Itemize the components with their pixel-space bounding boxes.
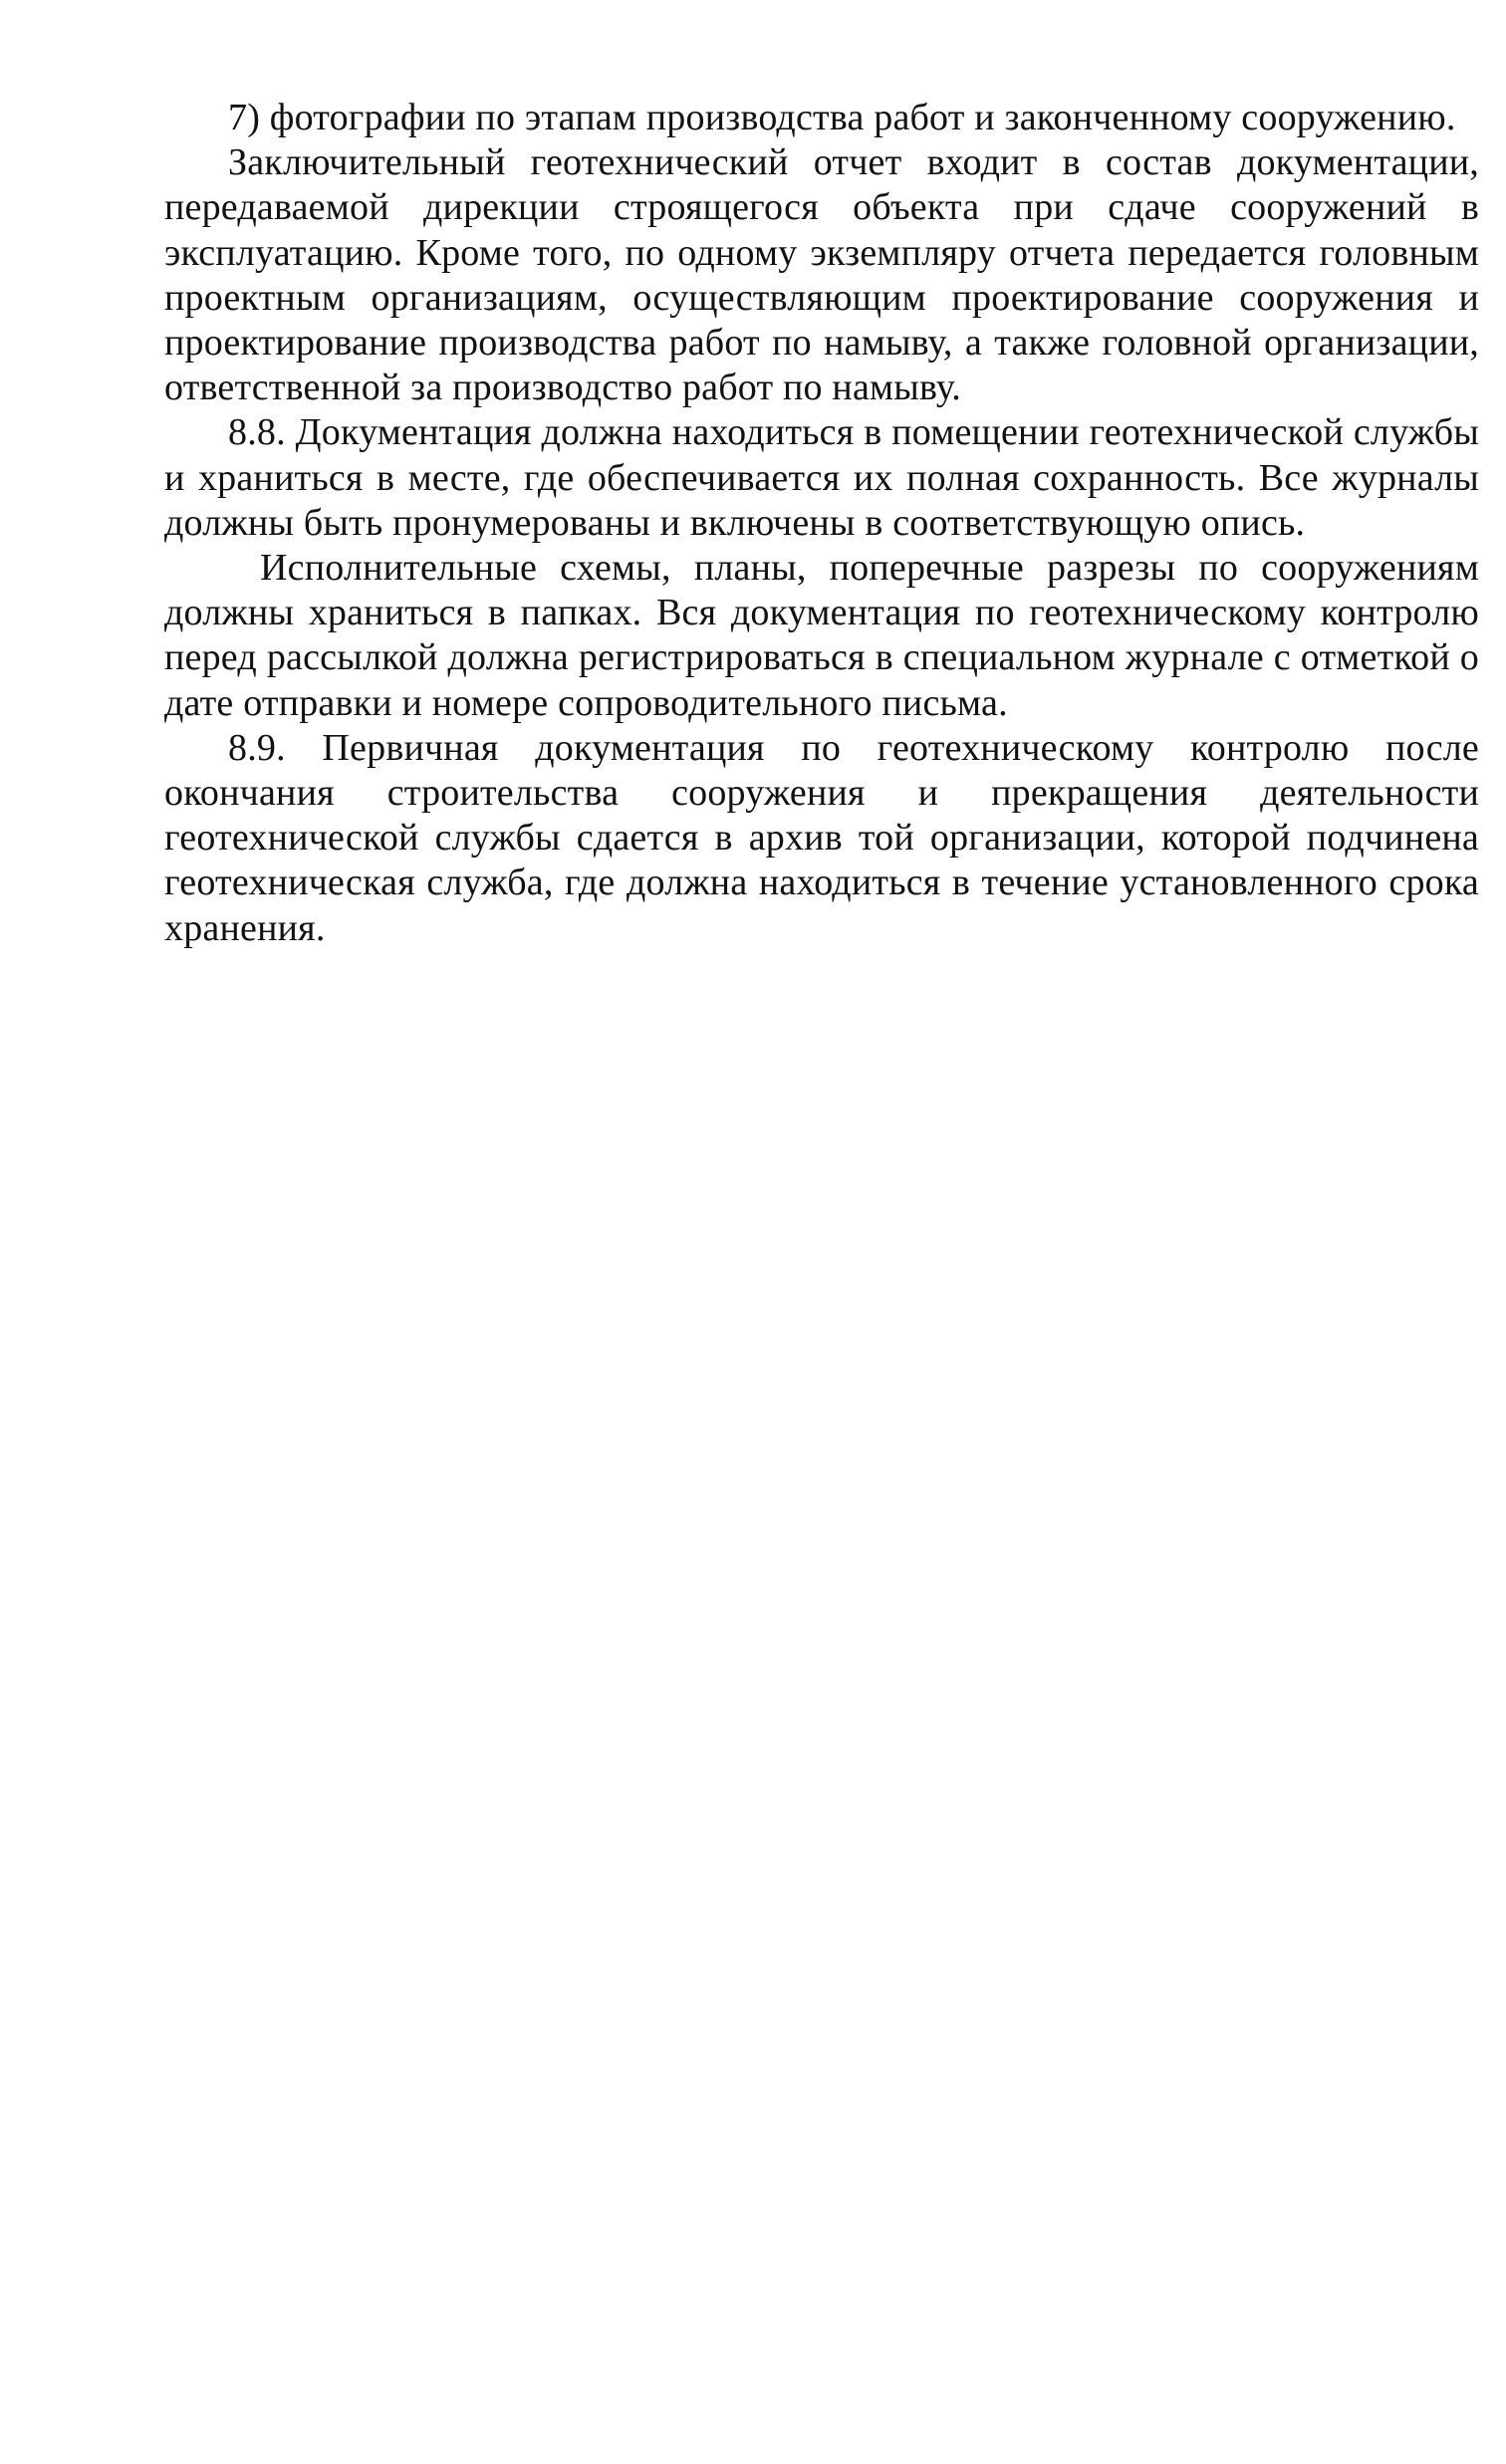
document-page bbox=[164, 96, 1479, 951]
paragraph-8-9: 8.9. Первичная документация по геотехническому контролю после окончания строительства сооружения и прекращения деятельности геотехнической службы сдается в архив той организации, которой подчинена геотехническая служба, где должна находиться в течение установленного срока хранения. bbox=[164, 726, 1479, 949]
paragraph-final-report: Заключительный геотехнический отчет входит в состав документации, передаваемой дирекции строящегося объекта при сдаче сооружений в эксплуатацию. Кроме того, по одному экземпляру отчета передается головным проектным организациям, осуществляющим проектирование сооружения и проектирование производства работ по намыву, а также головной организации, ответственной за производство работ по намыву. bbox=[164, 141, 1479, 409]
paragraph-8-8: 8.8. Документация должна находиться в помещении геотехнической службы и храниться в месте, где обеспечивается их полная сохранность. Все журналы должны быть пронумерованы и включены в соответствующую опись. bbox=[164, 411, 1479, 544]
paragraph-item-7: 7) фотографии по этапам производства работ и законченному сооружению. bbox=[228, 97, 1456, 138]
paragraph-executive-schemes: Исполнительные схемы, планы, поперечные разрезы по сооружениям должны храниться в папках. Вся документация по геотехническому контролю перед рассылкой должна регистрироваться в специальном журнале с отметкой о дате отправки и номере сопроводительного письма. bbox=[164, 547, 1479, 724]
